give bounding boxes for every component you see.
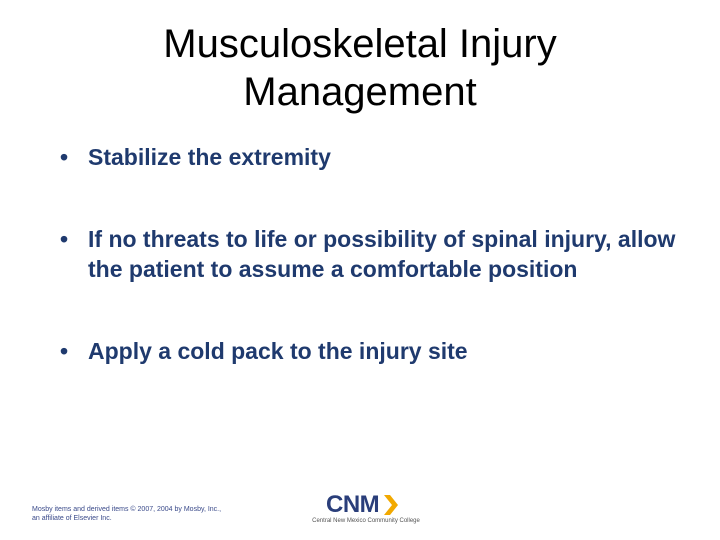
slide-title-line-1: Musculoskeletal Injury (163, 22, 557, 66)
bullet-dot: • (60, 338, 69, 364)
bullet-text: If no threats to life or possibility of spinal injury, allow the patient to assume a comfortable position (88, 226, 676, 282)
bullet-item (58, 336, 678, 366)
bullet-text: Apply a cold pack to the injury site (88, 338, 468, 364)
chevron-right-icon (384, 495, 398, 515)
bullet-list (58, 142, 678, 366)
slide-title (80, 20, 640, 116)
bullet-dot: • (60, 144, 69, 170)
cnm-logo (296, 492, 436, 528)
bullet-dot: • (60, 226, 69, 252)
bullet-item (58, 142, 678, 172)
logo-wordmark: CNM (326, 491, 380, 518)
copyright-line-1: Mosby items and derived items © 2007, 2004 by Mosby, Inc., (32, 506, 222, 513)
bullet-item (58, 224, 678, 284)
slide-title-line-2: Management (243, 70, 477, 114)
bullet-text: Stabilize the extremity (88, 144, 331, 170)
copyright-notice (32, 505, 272, 523)
copyright-line-2: an affiliate of Elsevier Inc. (32, 515, 112, 522)
logo-subtitle: Central New Mexico Community College (312, 518, 420, 524)
